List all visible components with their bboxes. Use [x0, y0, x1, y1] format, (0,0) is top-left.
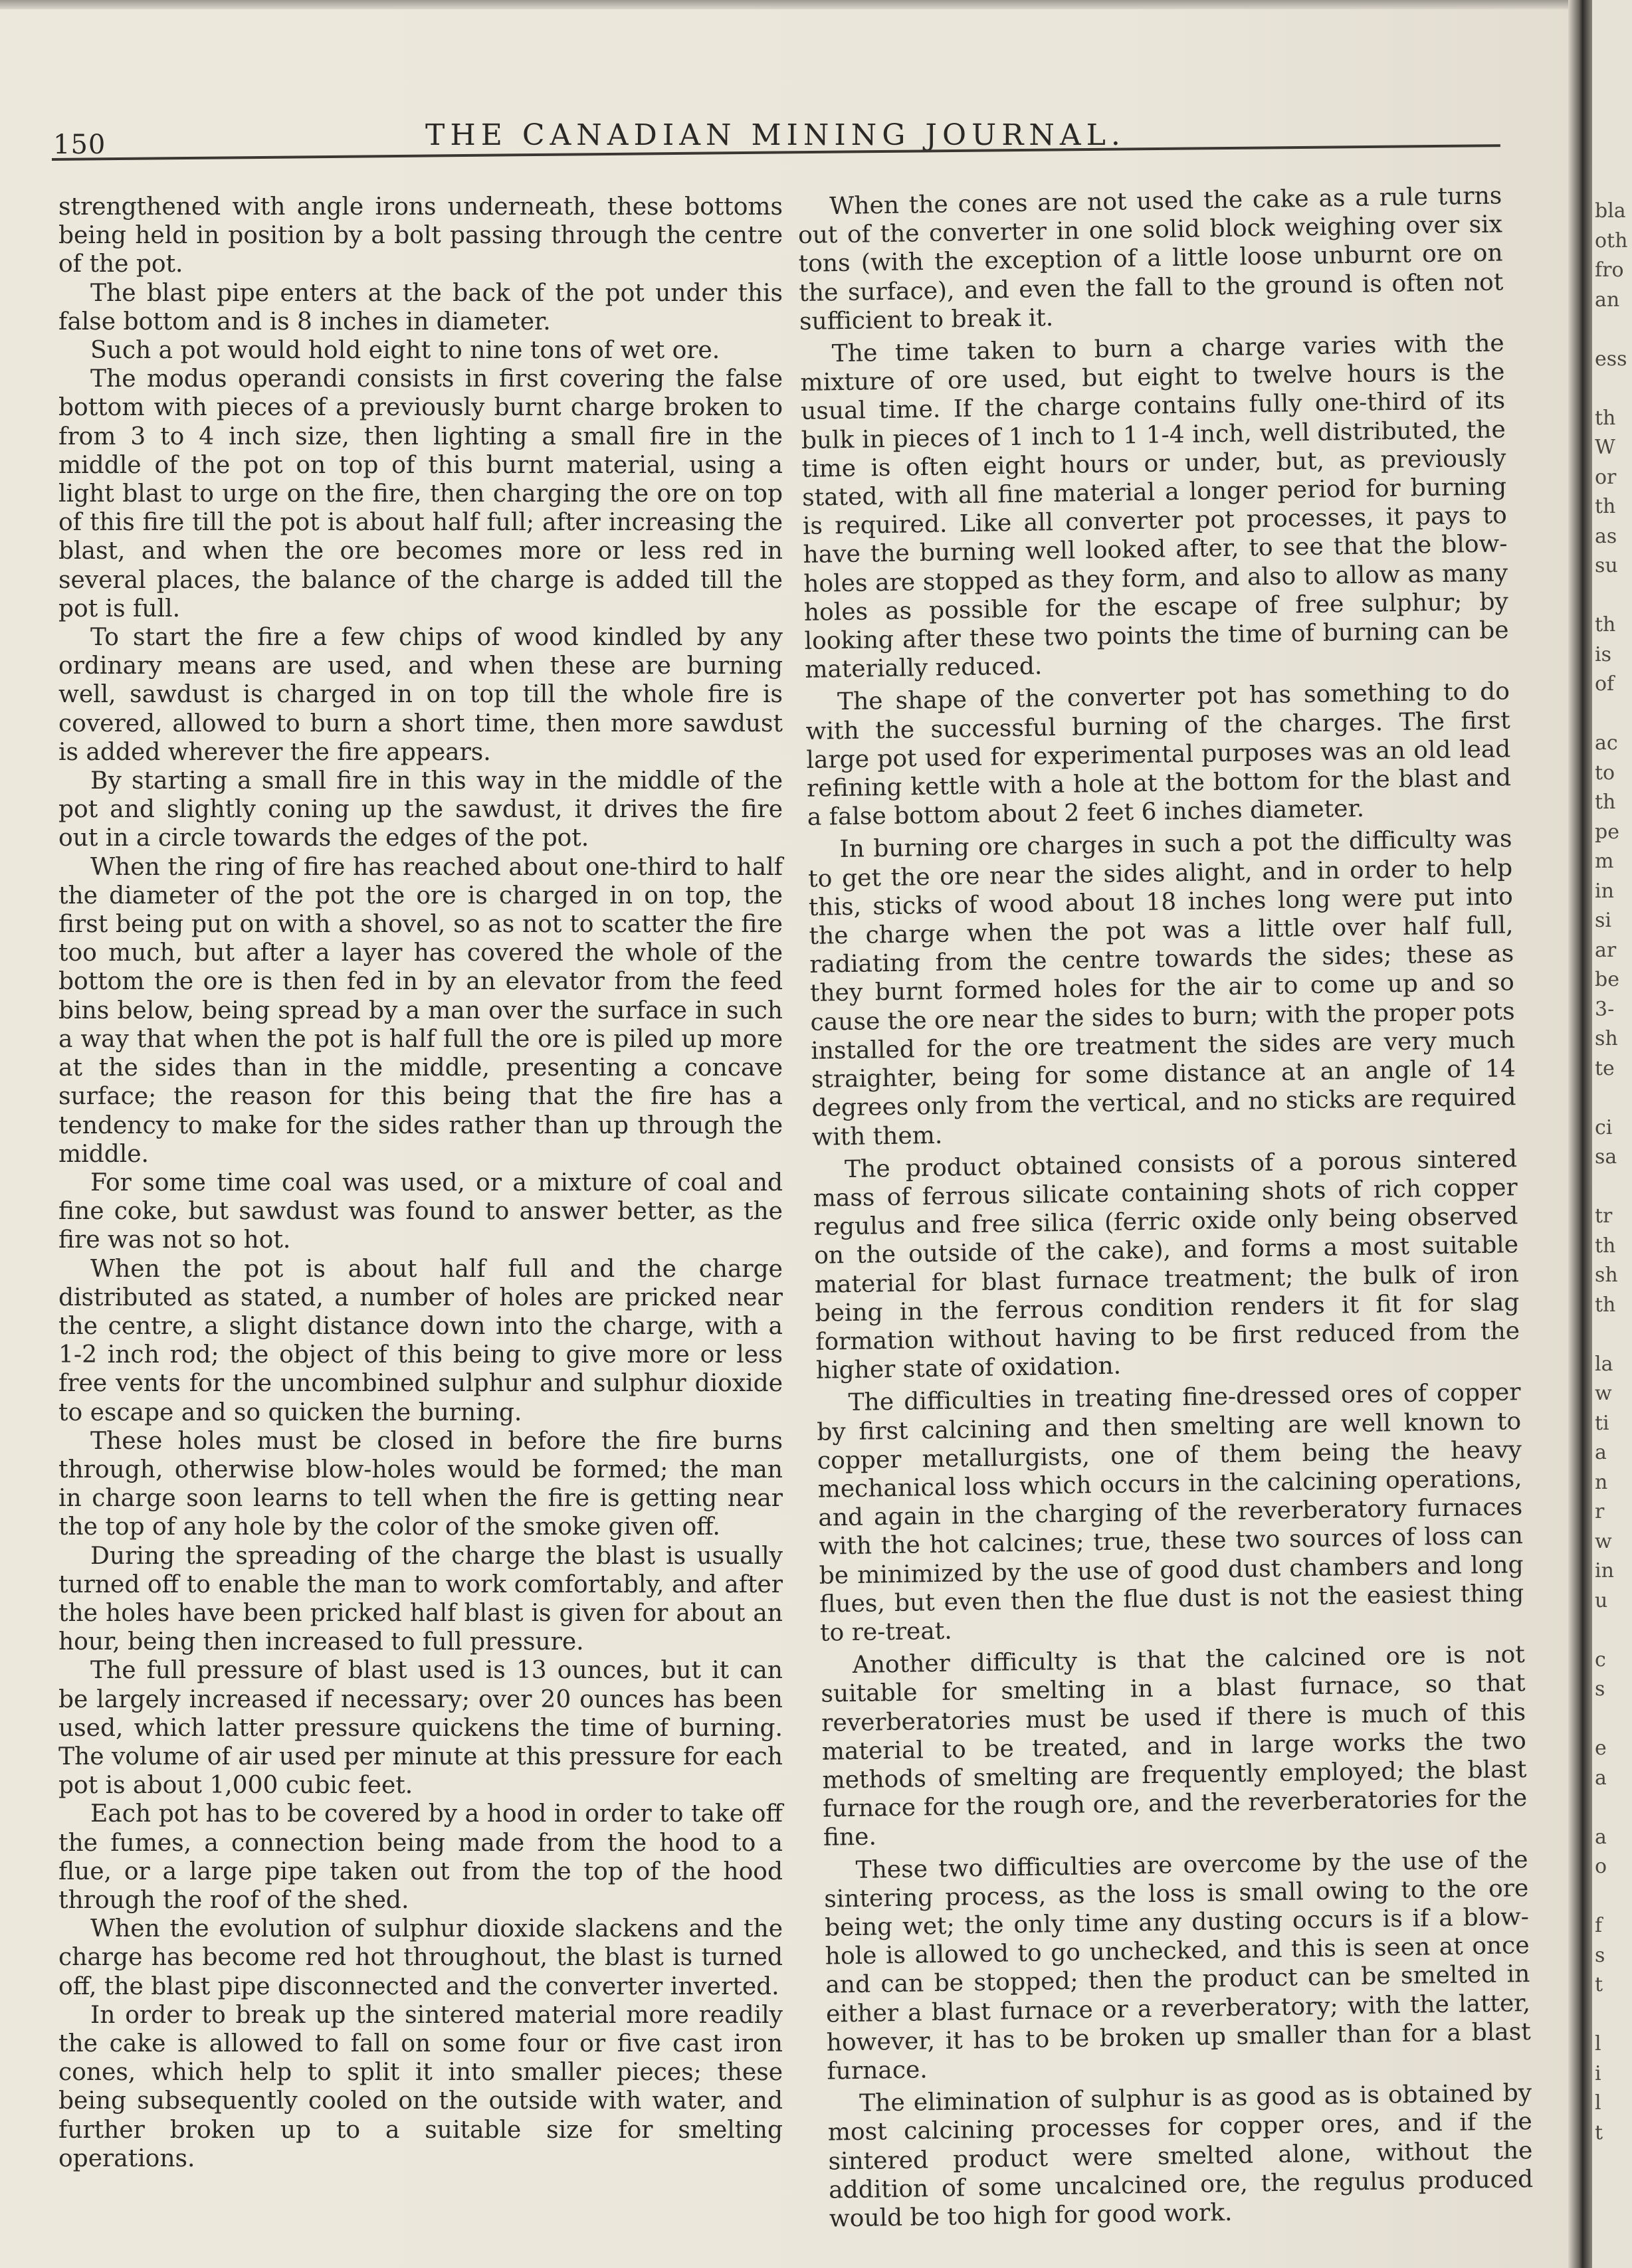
- paragraph: Each pot has to be covered by a hood in order to take off the fumes, a connection being made from the hood to a flue, or a large pipe taken out from the top of the hood through the roof of the shed.: [58, 1800, 783, 1914]
- next-page-fragment: a: [1595, 1441, 1607, 1464]
- paragraph: Another difficulty is that the calcined ore is not suitable for smelting in a blast furnace, so that reverberatories must be used if there is much of this material to be treated, and in large works the two methods of smelting are frequently employed; the blast furnace for the rough ore, and the reverberatories for the fine.: [821, 1641, 1528, 1852]
- next-page-fragment: be: [1595, 968, 1619, 991]
- next-page-fragment: su: [1595, 554, 1618, 577]
- paragraph: When the evolution of sulphur dioxide slackens and the charge has become red hot throughout, the blast is turned off, the blast pipe disconnected and the converter inverted.: [58, 1915, 783, 2000]
- next-page-fragment: is: [1595, 642, 1611, 666]
- paragraph: The elimination of sulphur is as good as is obtained by most calcining processes for copper ores, and if the sintered product were smelted alone, without the addition of some uncalcined ore, the regulus produced would be too high for good work.: [827, 2079, 1534, 2233]
- next-page-fragment: w: [1595, 1382, 1612, 1405]
- left-column: [58, 193, 783, 2173]
- next-page-fragment: pe: [1595, 820, 1619, 844]
- next-page-fragment: ti: [1595, 1411, 1609, 1435]
- next-page-fragment: th: [1595, 1293, 1616, 1317]
- next-page-fragment: th: [1595, 406, 1616, 430]
- next-page-fragment: th: [1595, 495, 1616, 518]
- page-number: 150: [53, 130, 106, 160]
- paragraph: When the cones are not used the cake as a rule turns out of the converter in one solid block weighing over six tons (with the exception of a little loose unburnt ore on the surface), and even the fall to the ground is often not sufficient to break it.: [797, 182, 1504, 335]
- next-page-fragment: fro: [1595, 258, 1624, 282]
- paragraph: Such a pot would hold eight to nine tons of wet ore.: [90, 337, 720, 365]
- next-page-fragment: ci: [1595, 1115, 1613, 1139]
- next-page-fragment: m: [1595, 850, 1614, 873]
- next-page-fragment: as: [1595, 524, 1617, 548]
- next-page-fragment: of: [1595, 672, 1615, 696]
- book-gutter: [1568, 0, 1592, 2268]
- paragraph: During the spreading of the charge the blast is usually turned off to enable the man to work comfortably, and after the holes have been pricked half blast is given for about an hour, being then increased to full pressure.: [58, 1542, 783, 1656]
- paragraph: These two difficulties are overcome by the use of the sintering process, as the loss is small owing to the ore being wet; the only time any dusting occurs is if a blow-hole is allowed to go unchecked, and this is seen at once and can be stopped; then the product can be smelted in either a blast furnace or a reverberatory; with the latter, however, it has to be broken up smaller than for a blast furnace.: [824, 1845, 1531, 2085]
- next-page-fragment: W: [1595, 436, 1615, 459]
- next-page-fragment: u: [1595, 1588, 1608, 1612]
- next-page-fragment: o: [1595, 1855, 1607, 1878]
- next-page-fragment: te: [1595, 1056, 1615, 1080]
- next-page-fragment: th: [1595, 1234, 1616, 1258]
- paragraph: The difficulties in treating fine-dressed ores of copper by first calcining and then smelting are well known to copper metallurgists, one of them being the heavy mechanical loss which occurs in the calcining operations, and again in the charging of the reverberatory furnaces with the hot calcines; true, these two sources of loss can be minimized by the use of good dust chambers and long flues, but even then the flue dust is not the easiest thing to re-treat.: [816, 1378, 1524, 1647]
- next-page-edge: [1592, 0, 1632, 2268]
- next-page-fragment: la: [1595, 1352, 1613, 1376]
- paragraph: When the pot is about half full and the charge distributed as stated, a number of holes are pricked near the centre, a slight distance down into the charge, with a 1-2 inch rod; the object of this being to give more or less free vents for the uncombined sulphur and sulphur dioxide to escape and so quicken the burning.: [58, 1255, 783, 1426]
- next-page-fragment: i: [1595, 2061, 1601, 2085]
- next-page-fragment: r: [1595, 1500, 1605, 1523]
- next-page-fragment: w: [1595, 1529, 1612, 1553]
- next-page-fragment: ac: [1595, 731, 1618, 755]
- paragraph: In burning ore charges in such a pot the difficulty was to get the ore near the sides alight, and in order to help this, sticks of wood about 18 inches long were put into the charge when the pot was a little over half full, radiating from the centre towards the sides; these as they burnt formed holes for the air to come up and so cause the ore near the sides to burn; with the proper pots installed for the ore treatment the sides are very much straighter, being for some distance at an angle of 14 degrees only from the vertical, and no sticks are required with them.: [807, 825, 1516, 1151]
- next-page-fragment: sa: [1595, 1145, 1617, 1169]
- next-page-fragment: in: [1595, 879, 1614, 903]
- paragraph: In order to break up the sintered material more readily the cake is allowed to fall on some four or five cast iron cones, which help to split it into smaller pieces; these being subsequently cooled on the outside with water, and further broken up to a suitable size for smelting operations.: [58, 2001, 783, 2172]
- next-page-fragment: t: [1595, 2121, 1603, 2144]
- running-head: THE CANADIAN MINING JOURNAL.: [425, 118, 1126, 152]
- next-page-fragment: e: [1595, 1737, 1607, 1760]
- paragraph: When the ring of fire has reached about one-third to half the diameter of the pot the ore is charged in on top, the first being put on with a shovel, so as not to scatter the fire too much, but after a layer has covered the whole of the bottom the ore is then fed in by an elevator from the feed bins below, being spread by a man over the surface in such a way that when the pot is half full the ore is piled up more at the sides than in the middle, presenting a concave surface; the reason for this being that the fire has a tendency to make for the sides rather than up through the middle.: [58, 853, 783, 1168]
- next-page-fragment: an: [1595, 288, 1620, 312]
- paragraph: For some time coal was used, or a mixture of coal and fine coke, but sawdust was found to answer better, as the fire was not so hot.: [58, 1169, 783, 1254]
- next-page-fragment: sh: [1595, 1264, 1618, 1287]
- page-top-edge: [0, 0, 1581, 9]
- paragraph: These holes must be closed in before the fire burns through, otherwise blow-holes would be formed; the man in charge soon learns to tell when the fire is getting near the top of any hole by the color of the smoke given off.: [58, 1427, 783, 1541]
- paragraph: strengthened with angle irons underneath, these bottoms being held in position by a bolt passing through the centre of the pot.: [58, 193, 783, 278]
- next-page-fragment: s: [1595, 1943, 1605, 1967]
- next-page-fragment: or: [1595, 465, 1617, 489]
- right-column: [797, 181, 1534, 2233]
- next-page-fragment: c: [1595, 1648, 1606, 1671]
- next-page-fragment: t: [1595, 1973, 1603, 1996]
- next-page-fragment: sh: [1595, 1027, 1618, 1050]
- paragraph: The blast pipe enters at the back of the pot under this false bottom and is 8 inches in diameter.: [58, 279, 783, 335]
- paragraph: The full pressure of blast used is 13 ounces, but it can be largely increased if necessary; over 20 ounces has been used, which latter pressure quickens the time of burning. The volume of air used per minute at this pressure for each pot is about 1,000 cubic feet.: [58, 1657, 783, 1800]
- next-page-fragment: tr: [1595, 1204, 1613, 1228]
- next-page-fragment: to: [1595, 761, 1615, 785]
- paragraph: The shape of the converter pot has something to do with the successful burning of the charges. The first large pot used for experimental purposes was an old lead refining kettle with a hole at the bottom for the blast and a false bottom about 2 feet 6 inches diameter.: [805, 678, 1512, 832]
- next-page-fragment: oth: [1595, 229, 1628, 252]
- next-page-fragment: si: [1595, 909, 1611, 932]
- paragraph: The time taken to burn a charge varies with the mixture of ore used, but eight to twelve hours is the usual time. If the charge contains fully one-third of its bulk in pieces of 1 inch to 1 1-4 inch, well distributed, the time is often eight hours or under, but, as previously stated, with all fine material a longer period for burning is required. Like all converter pot processes, it pays to have the burning well looked after, to see that the blow-holes are stopped as they form, and also to allow as many holes as possible for the escape of free sulphur; by looking after these two points the time of burning can be materially reduced.: [800, 330, 1509, 684]
- next-page-fragment: l: [1595, 2091, 1601, 2115]
- next-page-fragment: ar: [1595, 938, 1617, 962]
- next-page-fragment: bla: [1595, 199, 1626, 223]
- next-page-fragment: th: [1595, 791, 1616, 814]
- paragraph: The modus operandi consists in first covering the false bottom with pieces of a previously burnt charge broken to from 3 to 4 inch size, then lighting a small fire in the middle of the pot on top of this burnt material, using a light blast to urge on the fire, then charging the ore on top of this fire till the pot is about half full; after increasing the blast, and when the ore becomes more or less red in several places, the balance of the charge is added till the pot is full.: [58, 365, 783, 622]
- next-page-fragment: 3-: [1595, 997, 1615, 1021]
- next-page-fragment: l: [1595, 2032, 1601, 2055]
- next-page-fragment: n: [1595, 1470, 1608, 1494]
- next-page-fragment: ess: [1595, 347, 1627, 371]
- paragraph: To start the fire a few chips of wood kindled by any ordinary means are used, and when these are burning well, sawdust is charged in on top till the whole fire is covered, allowed to burn a short time, then more sawdust is added wherever the fire appears.: [58, 624, 783, 766]
- next-page-fragment: a: [1595, 1825, 1607, 1849]
- next-page-fragment: in: [1595, 1559, 1614, 1582]
- next-page-fragment: a: [1595, 1766, 1607, 1790]
- next-page-fragment: f: [1595, 1914, 1603, 1937]
- next-page-fragment: th: [1595, 613, 1616, 636]
- paragraph: By starting a small fire in this way in the middle of the pot and slightly coning up the sawdust, it drives the fire out in a circle towards the edges of the pot.: [58, 767, 783, 852]
- paragraph: The product obtained consists of a porous sintered mass of ferrous silicate containing shots of rich copper regulus and free silica (ferric oxide only being observed on the outside of the cake), and forms a most suitable material for blast furnace treatment; the bulk of iron being in the ferrous condition renders it fit for slag formation without having to be first reduced from the higher state of oxidation.: [813, 1145, 1520, 1384]
- next-page-fragment: s: [1595, 1677, 1605, 1701]
